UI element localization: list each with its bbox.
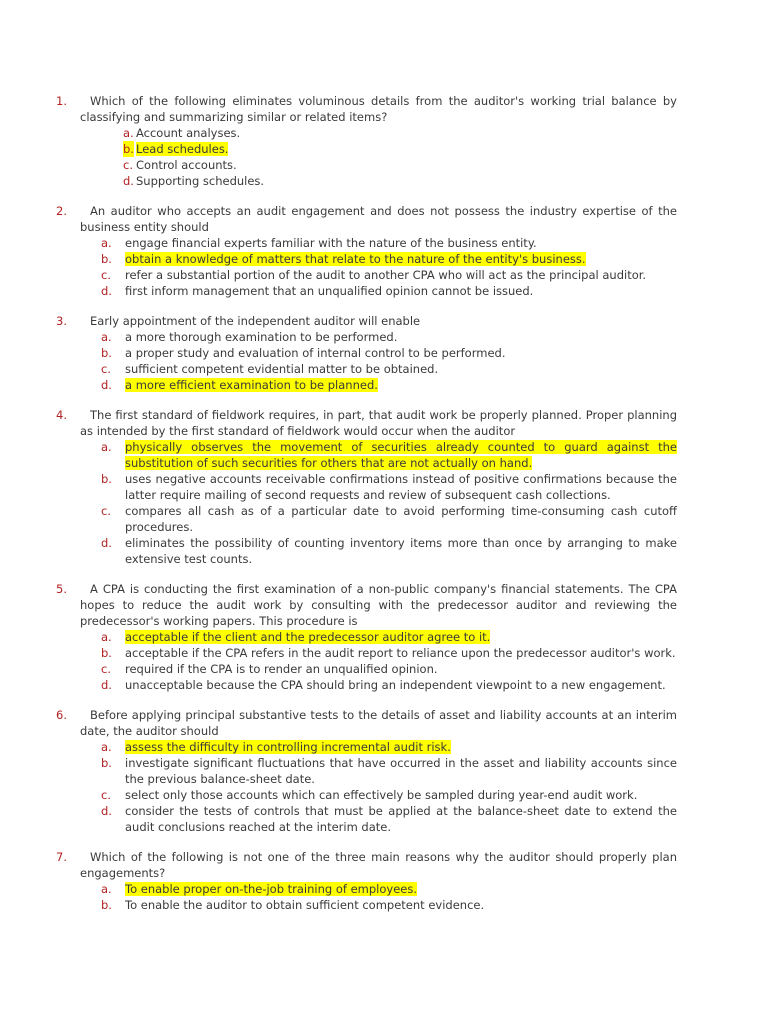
option-letter: a. — [101, 440, 112, 454]
option-text: refer a substantial portion of the audit to another CPA who will act as the principal auditor. — [125, 268, 647, 282]
answer-option — [0, 439, 768, 471]
option-text: compares all cash as of a particular date to avoid performing time-consuming cash cutoff procedures. — [125, 504, 677, 534]
answer-option — [0, 629, 768, 645]
question-number: 5. — [56, 582, 67, 596]
option-letter: d. — [101, 804, 112, 818]
option-text: To enable the auditor to obtain sufficient competent evidence. — [125, 898, 485, 912]
option-text: sufficient competent evidential matter to be obtained. — [125, 362, 439, 376]
question-stem: An auditor who accepts an audit engagement and does not possess the industry expertise of the business entity should — [80, 204, 677, 234]
highlighted-answer: To enable proper on-the-job training of employees. — [125, 882, 418, 896]
option-letter: c. — [101, 662, 111, 676]
option-text: first inform management that an unqualified opinion cannot be issued. — [125, 284, 534, 298]
answer-option — [0, 803, 768, 835]
question-5 — [0, 581, 768, 693]
option-letter: c. — [123, 158, 133, 172]
question-stem: The first standard of fieldwork requires, in part, that audit work be properly planned. Proper planning as intended by the first standard of fieldwork would occur when the auditor — [80, 408, 677, 438]
answer-option — [0, 251, 768, 267]
answer-option — [0, 361, 768, 377]
option-letter: d. — [123, 174, 134, 188]
question-number: 6. — [56, 708, 67, 722]
answer-option — [0, 755, 768, 787]
option-text: Supporting schedules. — [136, 174, 265, 188]
option-letter: a. — [101, 236, 112, 250]
question-stem: A CPA is conducting the first examination of a non-public company's financial statements. The CPA hopes to reduce the audit work by consulting with the predecessor auditor and reviewing the predecessor's working papers. This procedure is — [80, 582, 677, 628]
answer-option — [0, 787, 768, 803]
answer-option — [0, 503, 768, 535]
option-text: required if the CPA is to render an unqualified opinion. — [125, 662, 438, 676]
option-text: unacceptable because the CPA should bring an independent viewpoint to a new engagement. — [125, 678, 666, 692]
question-number: 4. — [56, 408, 67, 422]
question-text — [80, 313, 677, 329]
option-letter: c. — [101, 362, 111, 376]
answer-option — [0, 471, 768, 503]
option-letter: b. — [123, 142, 134, 156]
option-text: select only those accounts which can effectively be sampled during year-end audit work. — [125, 788, 638, 802]
option-text: a proper study and evaluation of internal control to be performed. — [125, 346, 506, 360]
option-text: Account analyses. — [136, 126, 241, 140]
answer-option — [0, 157, 768, 173]
document-page — [0, 93, 768, 927]
highlighted-answer: obtain a knowledge of matters that relate to the nature of the entity's business. — [125, 252, 586, 266]
answer-option — [0, 535, 768, 567]
answer-option — [0, 173, 768, 189]
highlighted-answer: acceptable if the client and the predecessor auditor agree to it. — [125, 630, 491, 644]
option-letter: d. — [101, 378, 112, 392]
question-stem: Which of the following eliminates voluminous details from the auditor's working trial balance by classifying and summarizing similar or related items? — [80, 94, 677, 124]
option-letter: c. — [101, 268, 111, 282]
answer-option — [0, 345, 768, 361]
option-letter: b. — [101, 756, 112, 770]
question-stem: Early appointment of the independent auditor will enable — [90, 314, 421, 328]
answer-option — [0, 897, 768, 913]
question-text — [80, 93, 677, 125]
question-text — [80, 407, 677, 439]
answer-option — [0, 125, 768, 141]
option-letter: a. — [101, 740, 112, 754]
option-letter: d. — [101, 536, 112, 550]
option-text: acceptable if the CPA refers in the audit report to reliance upon the predecessor auditor's work. — [125, 646, 676, 660]
answer-option — [0, 739, 768, 755]
option-letter: c. — [101, 788, 111, 802]
option-letter: b. — [101, 252, 112, 266]
option-letter: a. — [101, 630, 112, 644]
option-letter: b. — [101, 898, 112, 912]
option-text: uses negative accounts receivable confirmations instead of positive confirmations because the latter require mailing of second requests and review of subsequent cash collections. — [125, 472, 677, 502]
option-text: Control accounts. — [136, 158, 237, 172]
option-letter: a. — [101, 330, 112, 344]
question-text — [80, 581, 677, 629]
question-stem: Before applying principal substantive tests to the details of asset and liability accounts at an interim date, the auditor should — [80, 708, 677, 738]
question-number: 2. — [56, 204, 67, 218]
option-letter: b. — [101, 646, 112, 660]
answer-option — [0, 677, 768, 693]
answer-option — [0, 267, 768, 283]
option-text: consider the tests of controls that must be applied at the balance-sheet date to extend the audit conclusions reached at the interim date. — [125, 804, 677, 834]
question-stem: Which of the following is not one of the three main reasons why the auditor should properly plan engagements? — [80, 850, 677, 880]
question-number: 1. — [56, 94, 67, 108]
option-letter: b. — [101, 346, 112, 360]
option-text: engage financial experts familiar with the nature of the business entity. — [125, 236, 537, 250]
question-text — [80, 849, 677, 881]
question-number: 7. — [56, 850, 67, 864]
question-2 — [0, 203, 768, 299]
highlighted-answer: a more efficient examination to be planned. — [125, 378, 378, 392]
option-letter: a. — [123, 126, 134, 140]
option-text: a more thorough examination to be performed. — [125, 330, 398, 344]
question-text — [80, 203, 677, 235]
highlighted-answer: Lead schedules. — [136, 142, 229, 156]
question-number: 3. — [56, 314, 67, 328]
option-letter: b. — [101, 472, 112, 486]
question-text — [80, 707, 677, 739]
question-4 — [0, 407, 768, 567]
question-6 — [0, 707, 768, 835]
highlighted-answer: assess the difficulty in controlling incremental audit risk. — [125, 740, 451, 754]
answer-option — [0, 881, 768, 897]
answer-option — [0, 645, 768, 661]
option-text: eliminates the possibility of counting inventory items more than once by arranging to make extensive test counts. — [125, 536, 677, 566]
question-7 — [0, 849, 768, 913]
option-letter: d. — [101, 678, 112, 692]
answer-option — [0, 141, 768, 157]
question-3 — [0, 313, 768, 393]
option-text: investigate significant fluctuations that have occurred in the asset and liability accounts since the previous balance-sheet date. — [125, 756, 677, 786]
answer-option — [0, 235, 768, 251]
answer-option — [0, 377, 768, 393]
question-1 — [0, 93, 768, 189]
answer-option — [0, 661, 768, 677]
answer-option — [0, 283, 768, 299]
option-letter: a. — [101, 882, 112, 896]
answer-option — [0, 329, 768, 345]
highlighted-answer: physically observes the movement of securities already counted to guard against the substitution of such securities for others that are not actually on hand. — [125, 440, 677, 470]
option-letter: c. — [101, 504, 111, 518]
option-letter: d. — [101, 284, 112, 298]
